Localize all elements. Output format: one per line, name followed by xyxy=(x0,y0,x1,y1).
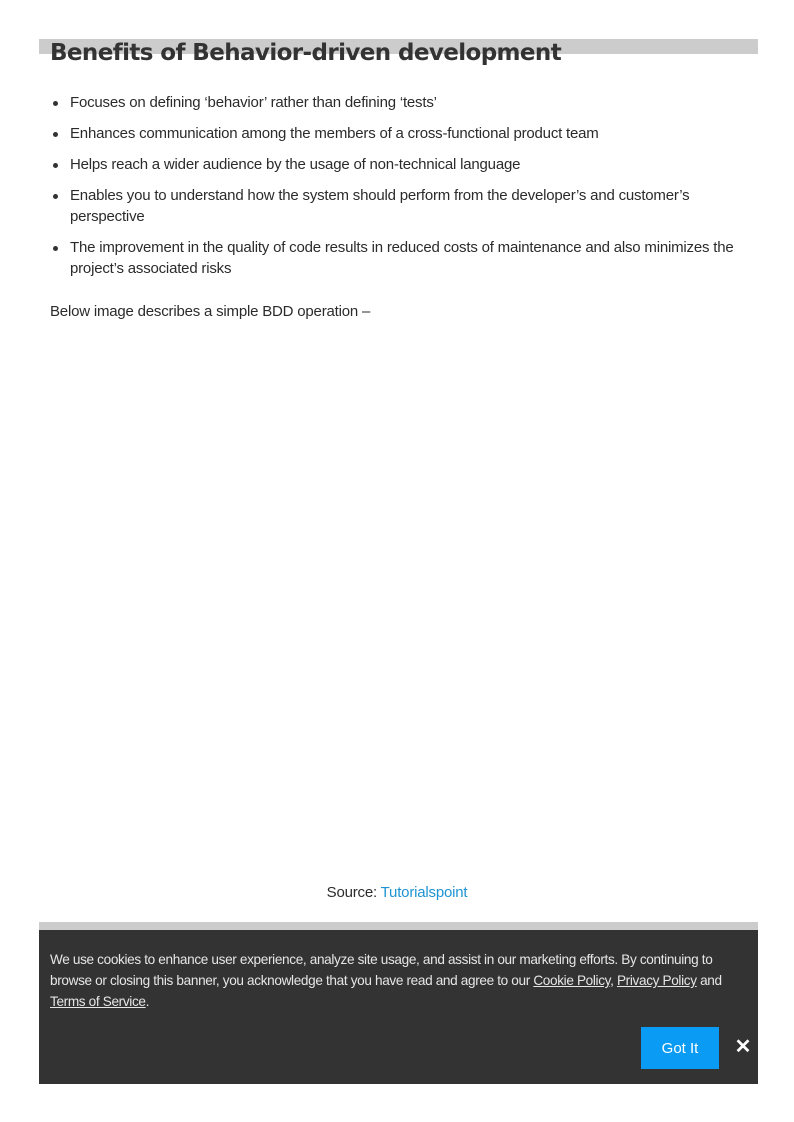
list-item: Focuses on defining ‘behavior’ rather than defining ‘tests’ xyxy=(50,92,750,113)
source-link[interactable]: Tutorialspoint xyxy=(380,884,468,901)
close-icon[interactable]: ✕ xyxy=(734,1036,752,1058)
separator: and xyxy=(696,973,722,988)
benefits-list xyxy=(50,92,750,289)
got-it-button[interactable]: Got It xyxy=(641,1027,719,1069)
image-source xyxy=(0,882,794,903)
terms-of-service-link[interactable]: Terms of Service xyxy=(50,994,146,1009)
list-item: Enables you to understand how the system should perform from the developer’s and customer’s perspective xyxy=(50,185,750,227)
source-label: Source: xyxy=(326,884,381,901)
cookie-message: We use cookies to enhance user experience, analyze site usage, and assist in our marketing efforts. By continuing to browse or closing this banner, you acknowledge that you have read and agree to our xyxy=(50,952,713,988)
list-item: Enhances communication among the members of a cross-functional product team xyxy=(50,123,750,144)
cookie-banner xyxy=(39,930,758,1084)
bdd-image-placeholder xyxy=(50,330,750,870)
list-item: Helps reach a wider audience by the usage of non-technical language xyxy=(50,154,750,175)
section-title: Benefits of Behavior-driven development xyxy=(50,40,562,66)
cookie-policy-link[interactable]: Cookie Policy xyxy=(533,973,611,988)
footer-bar xyxy=(39,922,758,930)
separator: , xyxy=(610,973,617,988)
list-item: The improvement in the quality of code results in reduced costs of maintenance and also minimizes the project’s associated risks xyxy=(50,237,750,279)
period: . xyxy=(145,994,150,1009)
intro-text: Below image describes a simple BDD operation – xyxy=(50,303,371,320)
privacy-policy-link[interactable]: Privacy Policy xyxy=(616,973,697,988)
cookie-text xyxy=(50,949,745,1012)
